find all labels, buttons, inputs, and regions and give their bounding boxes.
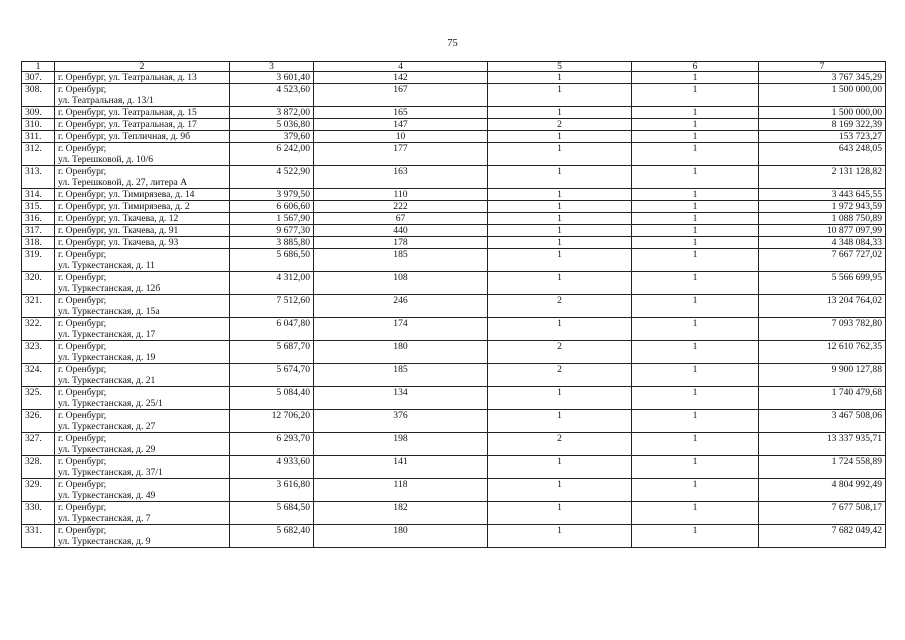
column-5-cell: 1 [488, 131, 632, 143]
address-line: г. Оренбург, [58, 364, 107, 375]
column-4-cell: 376 [314, 410, 488, 433]
row-number-cell: 315. [22, 201, 55, 213]
column-4-cell: 177 [314, 143, 488, 166]
address-line: ул. Туркестанская, д. 15а [58, 306, 160, 317]
address-cell [55, 341, 230, 364]
cost-cell: 4 348 084,33 [759, 237, 886, 249]
table-row [22, 479, 886, 502]
column-5-cell: 1 [488, 213, 632, 225]
area-cell: 9 677,30 [230, 225, 314, 237]
address-line: ул. Туркестанская, д. 12б [58, 283, 161, 294]
cost-cell: 7 093 782,80 [759, 318, 886, 341]
address-line: г. Оренбург, [58, 318, 107, 329]
address-cell [55, 213, 230, 225]
address-cell [55, 84, 230, 107]
address-line: ул. Туркестанская, д. 19 [58, 352, 156, 363]
address-line: г. Оренбург, [58, 502, 107, 513]
row-number-cell: 323. [22, 341, 55, 364]
cost-cell: 1 088 750,89 [759, 213, 886, 225]
row-number-cell: 309. [22, 107, 55, 119]
address-line: г. Оренбург, [58, 410, 107, 421]
area-cell: 3 885,80 [230, 237, 314, 249]
address-cell [55, 272, 230, 295]
column-4-cell: 165 [314, 107, 488, 119]
column-6-cell: 1 [632, 189, 759, 201]
area-cell: 4 933,60 [230, 456, 314, 479]
column-4-cell: 118 [314, 479, 488, 502]
table-row [22, 84, 886, 107]
address-cell [55, 295, 230, 318]
cost-cell: 4 804 992,49 [759, 479, 886, 502]
row-number-cell: 319. [22, 249, 55, 272]
column-4-cell: 110 [314, 189, 488, 201]
area-cell: 5 682,40 [230, 525, 314, 548]
column-4-cell: 10 [314, 131, 488, 143]
cost-cell: 643 248,05 [759, 143, 886, 166]
area-cell: 4 523,60 [230, 84, 314, 107]
table-row [22, 237, 886, 249]
table-row [22, 249, 886, 272]
address-line: г. Оренбург, ул. Тимирязева, д. 2 [58, 201, 190, 212]
column-4-cell: 440 [314, 225, 488, 237]
row-number-cell: 331. [22, 525, 55, 548]
column-6-cell: 1 [632, 237, 759, 249]
column-5-cell: 1 [488, 225, 632, 237]
column-6-cell: 1 [632, 456, 759, 479]
area-cell: 5 674,70 [230, 364, 314, 387]
address-line: г. Оренбург, ул. Театральная, д. 17 [58, 119, 197, 130]
column-4-cell: 198 [314, 433, 488, 456]
row-number-cell: 329. [22, 479, 55, 502]
area-cell: 6 293,70 [230, 433, 314, 456]
table-body [22, 62, 886, 548]
table-row [22, 502, 886, 525]
row-number-cell: 320. [22, 272, 55, 295]
table-row [22, 213, 886, 225]
column-header-5: 5 [488, 62, 632, 72]
column-5-cell: 1 [488, 410, 632, 433]
address-line: г. Оренбург, [58, 295, 107, 306]
table-row [22, 364, 886, 387]
address-cell [55, 189, 230, 201]
address-line: ул. Туркестанская, д. 17 [58, 329, 156, 340]
column-5-cell: 1 [488, 189, 632, 201]
row-number-cell: 312. [22, 143, 55, 166]
area-cell: 6 242,00 [230, 143, 314, 166]
row-number-cell: 311. [22, 131, 55, 143]
column-4-cell: 134 [314, 387, 488, 410]
column-4-cell: 174 [314, 318, 488, 341]
cost-cell: 153 723,27 [759, 131, 886, 143]
area-cell: 3 872,00 [230, 107, 314, 119]
column-header-1: 1 [22, 62, 55, 72]
cost-cell: 10 877 097,99 [759, 225, 886, 237]
area-cell: 6 047,80 [230, 318, 314, 341]
address-line: г. Оренбург, ул. Ткачева, д. 93 [58, 237, 179, 248]
column-6-cell: 1 [632, 143, 759, 166]
column-4-cell: 185 [314, 364, 488, 387]
column-4-cell: 142 [314, 72, 488, 84]
cost-cell: 3 467 508,06 [759, 410, 886, 433]
address-line: ул. Театральная, д. 13/1 [58, 95, 154, 106]
cost-cell: 13 337 935,71 [759, 433, 886, 456]
address-cell [55, 201, 230, 213]
address-line: г. Оренбург, [58, 456, 107, 467]
address-cell [55, 502, 230, 525]
column-6-cell: 1 [632, 525, 759, 548]
address-line: ул. Туркестанская, д. 49 [58, 490, 156, 501]
cost-cell: 1 500 000,00 [759, 84, 886, 107]
column-6-cell: 1 [632, 502, 759, 525]
table-row [22, 295, 886, 318]
column-5-cell: 1 [488, 107, 632, 119]
area-cell: 5 686,50 [230, 249, 314, 272]
area-cell: 4 522,90 [230, 166, 314, 189]
column-5-cell: 1 [488, 525, 632, 548]
address-line: г. Оренбург, [58, 272, 107, 283]
column-4-cell: 182 [314, 502, 488, 525]
page-number: 75 [447, 38, 458, 49]
column-5-cell: 2 [488, 119, 632, 131]
row-number-cell: 328. [22, 456, 55, 479]
address-line: г. Оренбург, ул. Театральная, д. 15 [58, 107, 197, 118]
address-cell [55, 525, 230, 548]
address-line: г. Оренбург, ул. Театральная, д. 13 [58, 72, 197, 83]
address-cell [55, 249, 230, 272]
address-line: ул. Туркестанская, д. 27 [58, 421, 156, 432]
column-5-cell: 1 [488, 272, 632, 295]
table-row [22, 189, 886, 201]
cost-cell: 8 169 322,39 [759, 119, 886, 131]
address-line: г. Оренбург, [58, 249, 107, 260]
table-row [22, 107, 886, 119]
cost-cell: 2 131 128,82 [759, 166, 886, 189]
cost-cell: 12 610 762,35 [759, 341, 886, 364]
area-cell: 5 084,40 [230, 387, 314, 410]
address-cell [55, 479, 230, 502]
column-4-cell: 167 [314, 84, 488, 107]
table-row [22, 456, 886, 479]
row-number-cell: 321. [22, 295, 55, 318]
table-row [22, 272, 886, 295]
row-number-cell: 318. [22, 237, 55, 249]
address-line: г. Оренбург, ул. Ткачева, д. 91 [58, 225, 179, 236]
area-cell: 12 706,20 [230, 410, 314, 433]
address-cell [55, 72, 230, 84]
column-5-cell: 1 [488, 72, 632, 84]
column-5-cell: 1 [488, 479, 632, 502]
column-5-cell: 1 [488, 166, 632, 189]
column-6-cell: 1 [632, 318, 759, 341]
address-cell [55, 318, 230, 341]
column-6-cell: 1 [632, 131, 759, 143]
cost-cell: 13 204 764,02 [759, 295, 886, 318]
column-5-cell: 1 [488, 456, 632, 479]
column-6-cell: 1 [632, 479, 759, 502]
column-6-cell: 1 [632, 341, 759, 364]
column-4-cell: 141 [314, 456, 488, 479]
row-number-cell: 325. [22, 387, 55, 410]
cost-cell: 5 566 699,95 [759, 272, 886, 295]
column-6-cell: 1 [632, 225, 759, 237]
address-line: г. Оренбург, [58, 341, 107, 352]
address-line: г. Оренбург, [58, 387, 107, 398]
column-4-cell: 67 [314, 213, 488, 225]
address-line: ул. Туркестанская, д. 37/1 [58, 467, 163, 478]
table-row [22, 410, 886, 433]
address-line: г. Оренбург, [58, 525, 107, 536]
row-number-cell: 322. [22, 318, 55, 341]
row-number-cell: 324. [22, 364, 55, 387]
address-cell [55, 387, 230, 410]
address-cell [55, 131, 230, 143]
area-cell: 4 312,00 [230, 272, 314, 295]
row-number-cell: 310. [22, 119, 55, 131]
column-6-cell: 1 [632, 84, 759, 107]
address-cell [55, 410, 230, 433]
cost-cell: 3 767 345,29 [759, 72, 886, 84]
address-cell [55, 433, 230, 456]
column-4-cell: 108 [314, 272, 488, 295]
column-5-cell: 1 [488, 249, 632, 272]
table-row [22, 225, 886, 237]
cost-cell: 1 740 479,68 [759, 387, 886, 410]
column-5-cell: 2 [488, 364, 632, 387]
column-6-cell: 1 [632, 213, 759, 225]
cost-cell: 7 677 508,17 [759, 502, 886, 525]
row-number-cell: 326. [22, 410, 55, 433]
column-4-cell: 246 [314, 295, 488, 318]
table-row [22, 143, 886, 166]
address-cell [55, 237, 230, 249]
area-cell: 3 979,50 [230, 189, 314, 201]
column-header-2: 2 [55, 62, 230, 72]
area-cell: 3 616,80 [230, 479, 314, 502]
address-line: ул. Туркестанская, д. 7 [58, 513, 151, 524]
column-6-cell: 1 [632, 201, 759, 213]
column-header-7: 7 [759, 62, 886, 72]
column-6-cell: 1 [632, 272, 759, 295]
address-line: ул. Туркестанская, д. 25/1 [58, 398, 163, 409]
address-cell [55, 456, 230, 479]
column-5-cell: 1 [488, 318, 632, 341]
row-number-cell: 307. [22, 72, 55, 84]
address-cell [55, 107, 230, 119]
column-6-cell: 1 [632, 119, 759, 131]
header-row [22, 62, 886, 72]
table-row [22, 341, 886, 364]
column-6-cell: 1 [632, 295, 759, 318]
cost-cell: 9 900 127,88 [759, 364, 886, 387]
cost-cell: 7 682 049,42 [759, 525, 886, 548]
row-number-cell: 308. [22, 84, 55, 107]
table-row [22, 166, 886, 189]
table-row [22, 318, 886, 341]
area-cell: 379,60 [230, 131, 314, 143]
area-cell: 3 601,40 [230, 72, 314, 84]
table-row [22, 201, 886, 213]
address-cell [55, 166, 230, 189]
column-6-cell: 1 [632, 166, 759, 189]
column-header-6: 6 [632, 62, 759, 72]
address-line: ул. Туркестанская, д. 11 [58, 260, 155, 271]
table-row [22, 131, 886, 143]
column-5-cell: 1 [488, 387, 632, 410]
column-6-cell: 1 [632, 364, 759, 387]
address-line: г. Оренбург, [58, 84, 107, 95]
column-4-cell: 180 [314, 341, 488, 364]
address-line: г. Оренбург, [58, 143, 107, 154]
column-5-cell: 1 [488, 201, 632, 213]
address-line: г. Оренбург, ул. Ткачева, д. 12 [58, 213, 179, 224]
column-6-cell: 1 [632, 387, 759, 410]
column-4-cell: 180 [314, 525, 488, 548]
table-row [22, 72, 886, 84]
address-line: ул. Терешковой, д. 27, литера А [58, 177, 188, 188]
table-row [22, 433, 886, 456]
column-header-3: 3 [230, 62, 314, 72]
column-6-cell: 1 [632, 410, 759, 433]
column-6-cell: 1 [632, 249, 759, 272]
address-line: ул. Туркестанская, д. 21 [58, 375, 156, 386]
area-cell: 7 512,60 [230, 295, 314, 318]
table-row [22, 387, 886, 410]
column-6-cell: 1 [632, 72, 759, 84]
cost-cell: 1 724 558,89 [759, 456, 886, 479]
row-number-cell: 316. [22, 213, 55, 225]
address-line: г. Оренбург, ул. Тепличная, д. 9б [58, 131, 191, 142]
column-header-4: 4 [314, 62, 488, 72]
column-5-cell: 2 [488, 295, 632, 318]
area-cell: 5 687,70 [230, 341, 314, 364]
cost-cell: 1 972 943,59 [759, 201, 886, 213]
address-cell [55, 225, 230, 237]
column-4-cell: 222 [314, 201, 488, 213]
area-cell: 5 684,50 [230, 502, 314, 525]
address-line: г. Оренбург, [58, 433, 107, 444]
area-cell: 6 606,60 [230, 201, 314, 213]
address-cell [55, 364, 230, 387]
column-5-cell: 1 [488, 502, 632, 525]
address-line: ул. Терешковой, д. 10/6 [58, 154, 154, 165]
column-6-cell: 1 [632, 107, 759, 119]
column-5-cell: 1 [488, 237, 632, 249]
row-number-cell: 330. [22, 502, 55, 525]
column-5-cell: 1 [488, 143, 632, 166]
cost-cell: 3 443 645,55 [759, 189, 886, 201]
column-5-cell: 2 [488, 341, 632, 364]
address-line: г. Оренбург, [58, 479, 107, 490]
address-line: г. Оренбург, ул. Тимирязева, д. 14 [58, 189, 195, 200]
column-4-cell: 163 [314, 166, 488, 189]
column-4-cell: 147 [314, 119, 488, 131]
cost-cell: 7 667 727,02 [759, 249, 886, 272]
area-cell: 1 567,90 [230, 213, 314, 225]
table-row [22, 119, 886, 131]
column-6-cell: 1 [632, 433, 759, 456]
area-cell: 5 036,80 [230, 119, 314, 131]
row-number-cell: 314. [22, 189, 55, 201]
address-cell [55, 143, 230, 166]
row-number-cell: 327. [22, 433, 55, 456]
houses-table [21, 61, 886, 548]
column-5-cell: 1 [488, 84, 632, 107]
row-number-cell: 313. [22, 166, 55, 189]
address-line: ул. Туркестанская, д. 9 [58, 536, 151, 547]
address-cell [55, 119, 230, 131]
column-4-cell: 185 [314, 249, 488, 272]
address-line: г. Оренбург, [58, 166, 107, 177]
column-5-cell: 2 [488, 433, 632, 456]
row-number-cell: 317. [22, 225, 55, 237]
address-line: ул. Туркестанская, д. 29 [58, 444, 156, 455]
column-4-cell: 178 [314, 237, 488, 249]
cost-cell: 1 500 000,00 [759, 107, 886, 119]
table-row [22, 525, 886, 548]
